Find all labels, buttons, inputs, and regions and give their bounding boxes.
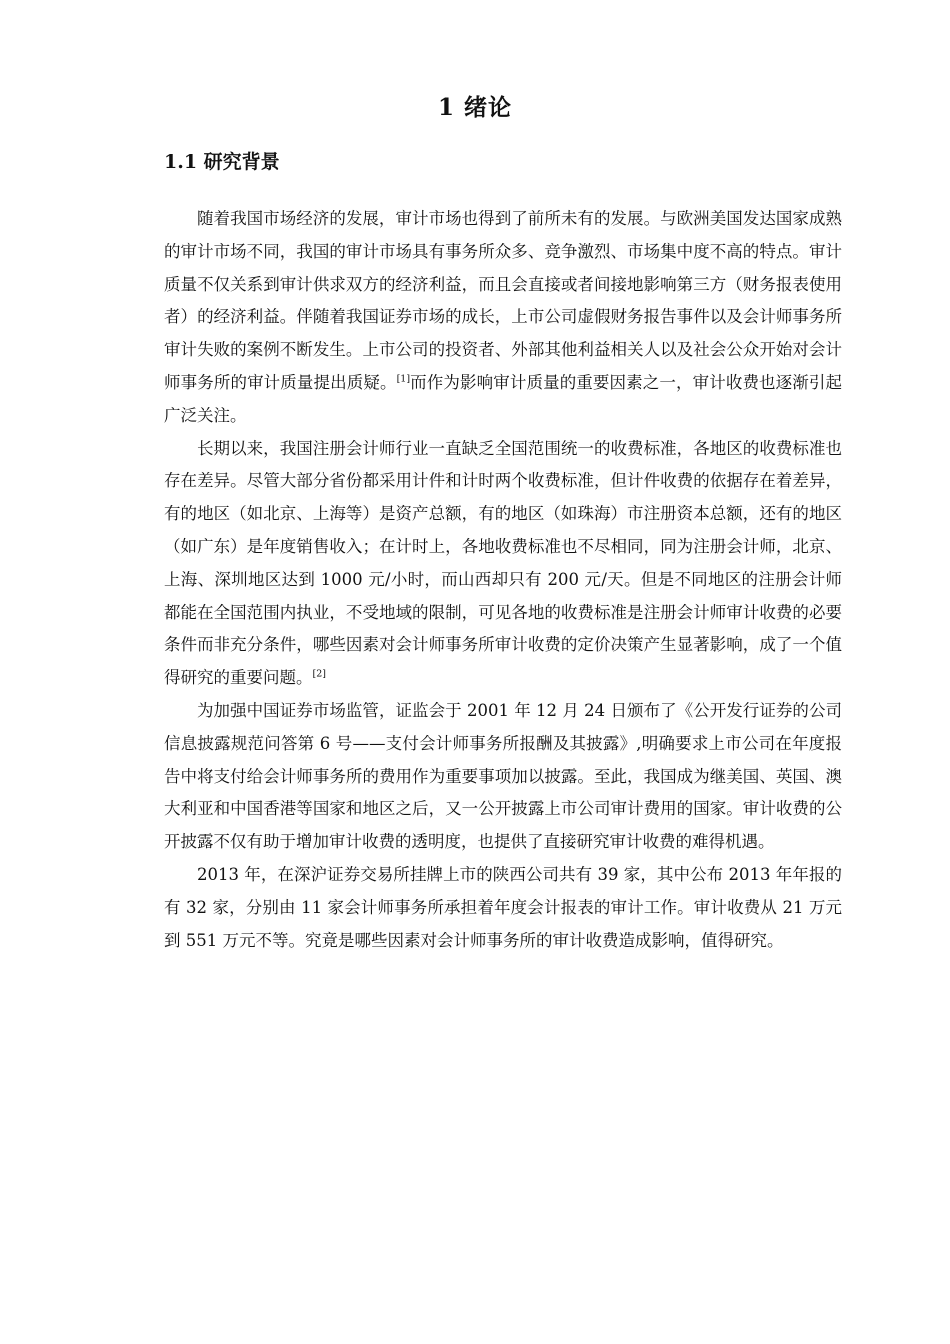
paragraph-1-text-cont: 而作为影响审计质量的重要因素之一，审计收费也逐渐引起广泛关注。: [164, 372, 843, 425]
section-title: 1.1 研究背景: [164, 151, 280, 173]
citation-ref-1: [1]: [396, 373, 411, 385]
paragraph-4: 2013 年，在深沪证券交易所挂牌上市的陕西公司共有 39 家，其中公布 2013 年年报的有 32 家，分别由 11 家会计师事务所承担着年度会计报表的审计工作。审计收费从 21 万元到 551 万元不等。究竟是哪些因素对会计师事务所的审计收费造成影响，值得研究。: [164, 864, 842, 950]
body-text: [164, 203, 842, 957]
paragraph-3: 为加强中国证券市场监管，证监会于 2001 年 12 月 24 日颁布了《公开发行证券的公司信息披露规范问答第 6 号——支付会计师事务所报酬及其披露》,明确要求上市公司在年度报告中将支付给会计师事务所的费用作为重要事项加以披露。至此，我国成为继美国、英国、澳大利亚和中国香港等国家和地区之后，又一公开披露上市公司审计费用的国家。审计收费的公开披露不仅有助于增加审计收费的透明度，也提供了直接研究审计收费的难得机遇。: [164, 700, 842, 852]
paragraph-1: [164, 203, 842, 433]
paragraph-2-text: 长期以来，我国注册会计师行业一直缺乏全国范围统一的收费标准，各地区的收费标准也存在差异。尽管大部分省份都采用计件和计时两个收费标准，但计件收费的依据存在着差异，有的地区（如北京、上海等）是资产总额，有的地区（如珠海）市注册资本总额，还有的地区（如广东）是年度销售收入；在计时上，各地收费标准也不尽相同，同为注册会计师，北京、上海、深圳地区达到 1000 元/小时，而山西却只有 200 元/天。但是不同地区的注册会计师都能在全国范围内执业，不受地域的限制，可见各地的收费标准是注册会计师审计收费的必要条件而非充分条件，哪些因素对会计师事务所审计收费的定价决策产生显著影响，成了一个值得研究的重要问题。: [164, 438, 842, 688]
paragraph-1-text: 随着我国市场经济的发展，审计市场也得到了前所未有的发展。与欧洲美国发达国家成熟的审计市场不同，我国的审计市场具有事务所众多、竞争激烈、市场集中度不高的特点。审计质量不仅关系到审计供求双方的经济利益，而且会直接或者间接地影响第三方（财务报表使用者）的经济利益。伴随着我国证券市场的成长，上市公司虚假财务报告事件以及会计师事务所审计失败的案例不断发生。上市公司的投资者、外部其他利益相关人以及社会公众开始对会计师事务所的审计质量提出质疑。: [164, 209, 842, 392]
chapter-title: 1 绪论: [437, 94, 512, 121]
paragraph-2: [164, 433, 842, 695]
citation-ref-2: [2]: [312, 668, 326, 680]
